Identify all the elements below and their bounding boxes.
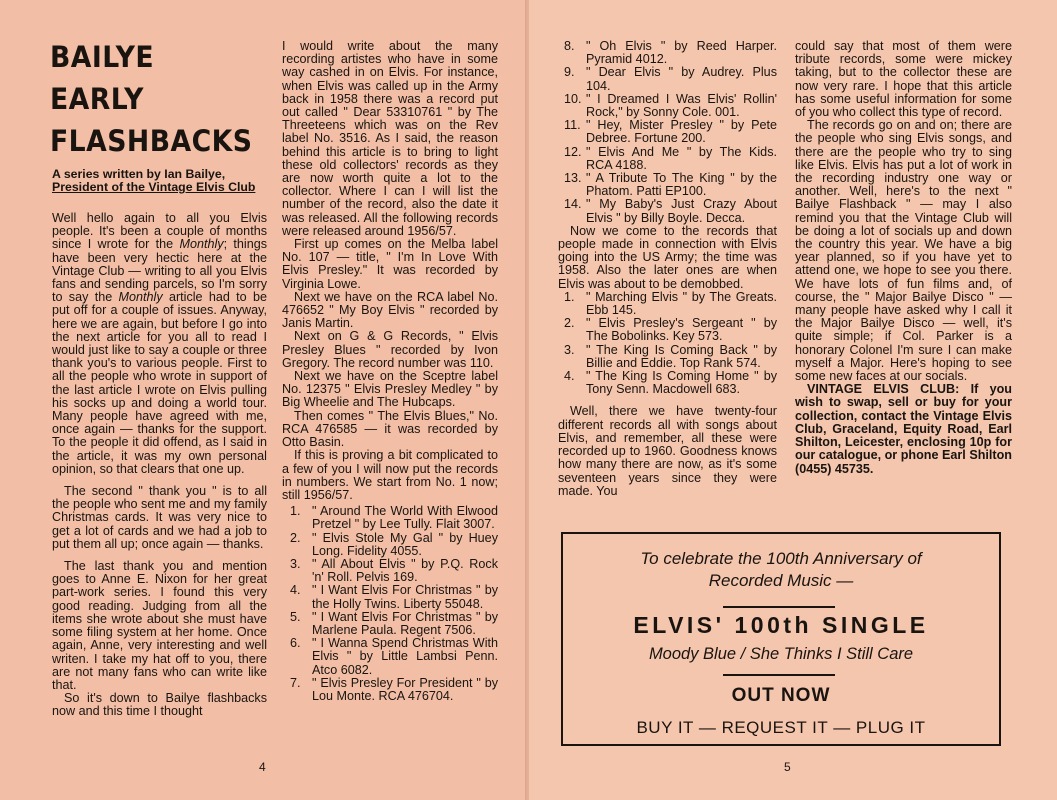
ad-line: Recorded Music — — [708, 571, 854, 590]
club-contact: VINTAGE ELVIS CLUB: If you wish to swap, sell or buy for your collection, contact the Vintage Elvis Club, Graceland, Equity Road, Earl Shilton, Leicester, enclosing 10p for our catalogue, or phone Earl Shilton (0455) 45735. — [795, 382, 1012, 476]
divider — [723, 606, 835, 608]
paragraph: Next on G & G Records, " Elvis Presley Blues " recorded by Ivon Gregory. The record number was 110. — [282, 329, 498, 370]
left-page — [0, 0, 527, 800]
paragraph: The last thank you and mention goes to Anne E. Nixon for her great part-work series. I found this very good reading. Judging from all the items she wrote about she must have some filing system at her home. Once again, Anne, very interesting and well writen. I take my hat off to you, there are not many fans who can write like that. — [52, 559, 267, 692]
title-line: BAILYE — [50, 40, 155, 74]
list-item: 3. " All About Elvis " by P.Q. Rock 'n' Roll. Pelvis 169. — [290, 556, 498, 585]
text-run-italic: Monthly — [179, 237, 224, 252]
list-item: 13. " A Tribute To The King " by the Phatom. Patti EP100. — [564, 171, 777, 199]
call-to-action: BUY IT — REQUEST IT — PLUG IT — [636, 718, 926, 737]
list-item: 6. " I Wanna Spend Christmas With Elvis " by Little Lambsi Penn. Atco 6082. — [290, 636, 498, 677]
right-page — [529, 0, 1057, 800]
list-item: 7. " Elvis Presley For President " by Lou Monte. RCA 476704. — [290, 675, 498, 703]
list-item: 11. " Hey, Mister Presley " by Pete Debree. Fortune 200. — [564, 118, 777, 146]
list-item: 4. " I Want Elvis For Christmas " by the Holly Twins. Liberty 55048. — [290, 583, 498, 611]
list-item: 12. " Elvis And Me " by The Kids. RCA 4188. — [564, 144, 777, 172]
list-item: 4. " The King Is Coming Home " by Tony Senn. Macdowell 683. — [564, 369, 777, 397]
out-now: OUT NOW — [731, 685, 831, 706]
paragraph: Well, there we have twenty-four different records all with songs about Elvis, and remember, all these were recorded up to 1960. Goodness knows how many there are now, as it's some seventeen years since they were made. You — [558, 404, 777, 498]
left-column-1 — [52, 212, 267, 719]
paragraph: The records go on and on; there are the people who sing Elvis songs, and there are the people who try to sing like Elvis. Elvis has put a lot of work in the recording industry one way or another. Well, here's to the next " Bailye Flashback " — may I also remind you that the Vintage Club will be doing a lot of socials up and down the country this year. We have a big year planned, so if you have yet to attend one, we hope to see you there. We have lots of fun films and, of course, the " Major Bailye Disco " — many people have asked why I call it the Major Bailye Disco — well, it's quite simple; if Col. Parker is a honorary Colonel I'm sure I can make myself a Major. Here's hoping to see some new faces at our socials. — [795, 118, 1012, 384]
list-item: 1. " Around The World With Elwood Pretzel " by Lee Tully. Flait 3007. — [290, 504, 498, 532]
ad-line: To celebrate the 100th Anniversary of — [640, 549, 922, 568]
text-run: Well hello again to all you Elvis people. It's been a couple of months since I wrote for the — [52, 211, 267, 252]
single-title: ELVIS' 100th SINGLE — [633, 612, 929, 638]
byline-line: President of the Vintage Elvis Club — [52, 180, 256, 194]
text-run-italic: Monthly — [118, 290, 163, 305]
right-column-2 — [795, 40, 1012, 476]
list-item: 2. " Elvis Presley's Sergeant " by The Bobolinks. Key 573. — [564, 316, 777, 344]
paragraph — [52, 212, 267, 476]
paragraph: The second " thank you " is to all the people who sent me and my family Christmas cards. It was very nice to get a lot of cards and we had a job to put them all up; once again — thanks. — [52, 484, 267, 551]
list-item: 9. " Dear Elvis " by Audrey. Plus 104. — [564, 65, 777, 93]
paragraph: So it's down to Bailye flashbacks now and this time I thought — [52, 691, 267, 719]
list-item: 10. " I Dreamed I Was Elvis' Rollin' Rock," by Sonny Cole. 001. — [564, 91, 777, 120]
list-item: 14. " My Baby's Just Crazy About Elvis " by Billy Boyle. Decca. — [564, 197, 777, 225]
byline — [52, 168, 267, 194]
paragraph: I would write about the many recording artistes who have in some way cashed in on Elvis. For instance, when Elvis was called up in the Army back in 1958 there was a record put out called " Dear 53310761 " by The Threeteens which was on the Rev label No. 3516. As I said, the reason behind this article is to bring to light these old collectors' records as they are now worth quite a lot to the collector. Where I can I will list the number of the record, also the date it was released. All the following records were released around 1956/57. — [282, 39, 498, 238]
list-item: 1. " Marching Elvis " by The Greats. Ebb 145. — [564, 289, 777, 318]
advertisement-box — [561, 532, 1001, 746]
list-item: 8. " Oh Elvis " by Reed Harper. Pyramid 4012. — [564, 39, 777, 67]
page-number: 5 — [784, 760, 791, 774]
left-column-2 — [282, 40, 498, 703]
right-column-1 — [558, 40, 777, 498]
ad-headline — [563, 548, 999, 592]
list-item: 2. " Elvis Stole My Gal " by Huey Long. Fidelity 4055. — [290, 530, 498, 558]
paragraph: could say that most of them were tribute records, some were mickey taking, but to the collector these are now very rare. I hope that this article has some useful information for some of you who collect this type of record. — [795, 39, 1012, 120]
paragraph: First up comes on the Melba label No. 107 — title, " I'm In Love With Elvis Presley." It was recorded by Virginia Lowe. — [282, 237, 498, 291]
paragraph: Next we have on the RCA label No. 476652 " My Boy Elvis " recorded by Janis Martin. — [282, 289, 498, 331]
paragraph: Next we have on the Sceptre label No. 12375 " Elvis Presley Medley " by Big Wheelie and The Hubcaps. — [282, 369, 498, 410]
text-run: article had to be put off for a couple of issues. Anyway, here we are again, but before I go into the next article for you all to read I would just like to say a couple or three thank you's to various people. First to all the people who wrote in support of the last article I wrote on Elvis pulling his socks up and doing a world tour. Many people have agreed with me, once again — thanks for the support. To the people it did offend, as I said in the article, it was my own personal opinion, so that clears that one up. — [52, 290, 267, 476]
record-list — [558, 291, 777, 397]
single-subtitle: Moody Blue / She Thinks I Still Care — [648, 645, 914, 663]
list-item: 5. " I Want Elvis For Christmas " by Marlene Paula. Regent 7506. — [290, 609, 498, 637]
paragraph: Then comes " The Elvis Blues," No. RCA 476585 — it was recorded by Otto Basin. — [282, 408, 498, 450]
paragraph: Now we come to the records that people made in connection with Elvis going into the US Army; the time was 1958. Also the later ones are when Elvis was about to be demobbed. — [558, 223, 777, 291]
byline-line: A series written by Ian Bailye, — [52, 167, 226, 181]
list-item: 3. " The King Is Coming Back " by Billie and Eddie. Top Rank 574. — [564, 342, 777, 370]
record-list — [282, 505, 498, 703]
article-title — [50, 36, 253, 162]
title-line: EARLY — [50, 82, 144, 116]
page-number: 4 — [259, 760, 266, 774]
record-list — [558, 40, 777, 225]
text-run: ; things have been very hectic here at the Vintage Club — writing to all you Elvis fans and sending parcels, so I'm sorry to say the — [52, 237, 267, 305]
divider — [723, 674, 835, 676]
paragraph: If this is proving a bit complicated to a few of you I will now put the records in numbers. We start from No. 1 now; still 1956/57. — [282, 448, 498, 502]
title-line: FLASHBACKS — [50, 124, 253, 158]
